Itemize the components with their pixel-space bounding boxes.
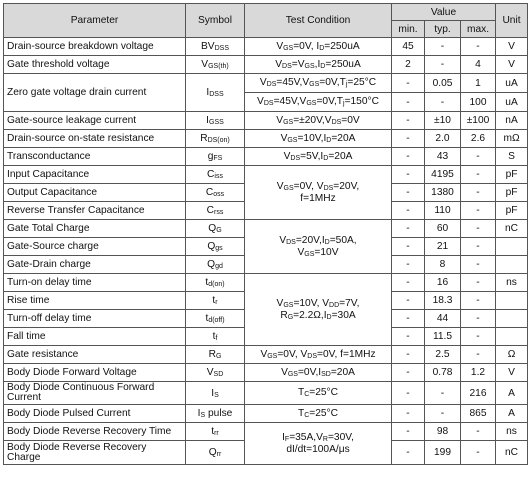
- unit-cell: V: [496, 38, 528, 56]
- parameter-cell: Reverse Transfer Capacitance: [4, 202, 186, 220]
- unit-cell: [496, 292, 528, 310]
- condition-cell: $V_{DS}=45V,V_{GS}=0V,T_j=150^\circ C$: [245, 93, 392, 112]
- symbol-cell: $I_{GSS}$: [186, 112, 245, 130]
- min-cell: -: [392, 346, 425, 364]
- min-cell: -: [392, 382, 425, 405]
- parameter-cell: Fall time: [4, 328, 186, 346]
- condition-cell: $V_{DS}=5V,I_D=20A$: [245, 148, 392, 166]
- typ-cell: 43: [425, 148, 461, 166]
- table-row: [4, 148, 528, 166]
- typ-cell: 2.5: [425, 346, 461, 364]
- typ-cell: -: [425, 93, 461, 112]
- max-cell: -: [461, 38, 496, 56]
- condition-cell: $V_{GS}=10V$, $V_{DD}=7V$, $R_G=2.2\Omega,I_D=30A$: [245, 274, 392, 346]
- symbol-cell: $Q_{gd}$: [186, 256, 245, 274]
- min-cell: -: [392, 274, 425, 292]
- min-cell: -: [392, 441, 425, 465]
- symbol-cell: $BV_{DSS}$: [186, 38, 245, 56]
- symbol-cell: $t_{rr}$: [186, 423, 245, 441]
- typ-cell: 11.5: [425, 328, 461, 346]
- min-cell: -: [392, 220, 425, 238]
- parameter-cell: Gate resistance: [4, 346, 186, 364]
- min-cell: -: [392, 93, 425, 112]
- typ-cell: 44: [425, 310, 461, 328]
- symbol-cell: $Q_{rr}$: [186, 441, 245, 465]
- typ-cell: 199: [425, 441, 461, 465]
- symbol-cell: $R_{DS(on)}$: [186, 130, 245, 148]
- symbol-cell: $C_{oss}$: [186, 184, 245, 202]
- unit-cell: pF: [496, 166, 528, 184]
- symbol-cell: $t_{d(off)}$: [186, 310, 245, 328]
- typ-cell: 2.0: [425, 130, 461, 148]
- parameter-cell: Body Diode Forward Voltage: [4, 364, 186, 382]
- table-row: [4, 130, 528, 148]
- min-cell: -: [392, 292, 425, 310]
- table-row: [4, 423, 528, 441]
- typ-cell: -: [425, 382, 461, 405]
- parameter-cell: Zero gate voltage drain current: [4, 74, 186, 112]
- header-symbol: Symbol: [186, 4, 245, 38]
- min-cell: -: [392, 112, 425, 130]
- max-cell: ±100: [461, 112, 496, 130]
- min-cell: -: [392, 423, 425, 441]
- table-row: [4, 346, 528, 364]
- parameter-cell: Gate Total Charge: [4, 220, 186, 238]
- parameter-cell: Turn-off delay time: [4, 310, 186, 328]
- unit-cell: S: [496, 148, 528, 166]
- max-cell: -: [461, 292, 496, 310]
- typ-cell: -: [425, 405, 461, 423]
- table-row: [4, 166, 528, 184]
- header-parameter: Parameter: [4, 4, 186, 38]
- min-cell: -: [392, 202, 425, 220]
- min-cell: -: [392, 256, 425, 274]
- min-cell: -: [392, 148, 425, 166]
- max-cell: 216: [461, 382, 496, 405]
- header-value: Value: [392, 4, 496, 21]
- symbol-cell: $I_S$: [186, 382, 245, 405]
- unit-cell: ns: [496, 274, 528, 292]
- condition-cell: $V_{DS}=20V,I_D=50A$, $V_{GS}=10V$: [245, 220, 392, 274]
- table-row: [4, 364, 528, 382]
- symbol-cell: $V_{SD}$: [186, 364, 245, 382]
- parameter-cell: Input Capacitance: [4, 166, 186, 184]
- symbol-cell: $t_r$: [186, 292, 245, 310]
- max-cell: 1.2: [461, 364, 496, 382]
- unit-cell: nA: [496, 112, 528, 130]
- parameter-cell: Output Capacitance: [4, 184, 186, 202]
- unit-cell: pF: [496, 184, 528, 202]
- condition-cell: $V_{GS}=0V,I_{SD}=20A$: [245, 364, 392, 382]
- table-row: [4, 220, 528, 238]
- max-cell: -: [461, 166, 496, 184]
- table-row: [4, 112, 528, 130]
- condition-cell: $V_{GS}=0V$, $V_{DS}=20V$, f=1MHz: [245, 166, 392, 220]
- typ-cell: 110: [425, 202, 461, 220]
- symbol-cell: $t_{d(on)}$: [186, 274, 245, 292]
- min-cell: -: [392, 74, 425, 93]
- unit-cell: pF: [496, 202, 528, 220]
- table-row: [4, 382, 528, 405]
- max-cell: -: [461, 441, 496, 465]
- min-cell: -: [392, 238, 425, 256]
- typ-cell: 60: [425, 220, 461, 238]
- max-cell: -: [461, 184, 496, 202]
- max-cell: -: [461, 423, 496, 441]
- max-cell: -: [461, 274, 496, 292]
- parameter-cell: Body Diode Reverse Recovery Time: [4, 423, 186, 441]
- symbol-cell: $C_{iss}$: [186, 166, 245, 184]
- header-row-1: [4, 4, 528, 21]
- table-row: [4, 74, 528, 93]
- parameter-cell: Gate-Drain charge: [4, 256, 186, 274]
- condition-cell: $V_{GS}=10V,I_D=20A$: [245, 130, 392, 148]
- symbol-cell: $R_G$: [186, 346, 245, 364]
- parameter-cell: Drain-source on-state resistance: [4, 130, 186, 148]
- unit-cell: nC: [496, 220, 528, 238]
- header-typ: typ.: [425, 21, 461, 38]
- unit-cell: uA: [496, 74, 528, 93]
- min-cell: -: [392, 310, 425, 328]
- unit-cell: V: [496, 364, 528, 382]
- typ-cell: ±10: [425, 112, 461, 130]
- typ-cell: 16: [425, 274, 461, 292]
- electrical-characteristics-sheet: [3, 3, 528, 465]
- typ-cell: 8: [425, 256, 461, 274]
- min-cell: -: [392, 328, 425, 346]
- parameter-cell: Gate threshold voltage: [4, 56, 186, 74]
- max-cell: 4: [461, 56, 496, 74]
- min-cell: -: [392, 405, 425, 423]
- symbol-cell: $Q_{gs}$: [186, 238, 245, 256]
- parameter-cell: Drain-source breakdown voltage: [4, 38, 186, 56]
- table-row: [4, 274, 528, 292]
- header-min: min.: [392, 21, 425, 38]
- symbol-cell: $I_S$ pulse: [186, 405, 245, 423]
- unit-cell: A: [496, 382, 528, 405]
- typ-cell: -: [425, 56, 461, 74]
- typ-cell: -: [425, 38, 461, 56]
- symbol-cell: $I_{DSS}$: [186, 74, 245, 112]
- typ-cell: 0.05: [425, 74, 461, 93]
- max-cell: -: [461, 310, 496, 328]
- unit-cell: [496, 238, 528, 256]
- header-unit: Unit: [496, 4, 528, 38]
- unit-cell: [496, 310, 528, 328]
- parameter-cell: Transconductance: [4, 148, 186, 166]
- parameter-cell: Rise time: [4, 292, 186, 310]
- max-cell: 865: [461, 405, 496, 423]
- parameter-cell: Gate-Source charge: [4, 238, 186, 256]
- condition-cell: $T_C=25^\circ C$: [245, 405, 392, 423]
- min-cell: 2: [392, 56, 425, 74]
- header-test-condition: Test Condition: [245, 4, 392, 38]
- unit-cell: A: [496, 405, 528, 423]
- typ-cell: 1380: [425, 184, 461, 202]
- typ-cell: 18.3: [425, 292, 461, 310]
- unit-cell: uA: [496, 93, 528, 112]
- symbol-cell: $t_f$: [186, 328, 245, 346]
- header-max: max.: [461, 21, 496, 38]
- unit-cell: [496, 328, 528, 346]
- table-row: [4, 405, 528, 423]
- unit-cell: Ω: [496, 346, 528, 364]
- unit-cell: V: [496, 56, 528, 74]
- unit-cell: [496, 256, 528, 274]
- condition-cell: $V_{DS}=45V,V_{GS}=0V,T_j=25^\circ C$: [245, 74, 392, 93]
- min-cell: -: [392, 184, 425, 202]
- max-cell: -: [461, 238, 496, 256]
- symbol-cell: $V_{GS(th)}$: [186, 56, 245, 74]
- min-cell: 45: [392, 38, 425, 56]
- max-cell: -: [461, 328, 496, 346]
- max-cell: -: [461, 202, 496, 220]
- max-cell: -: [461, 256, 496, 274]
- max-cell: 2.6: [461, 130, 496, 148]
- table-row: [4, 56, 528, 74]
- max-cell: 100: [461, 93, 496, 112]
- condition-cell: $V_{GS}=\pm 20V,V_{DS}=0V$: [245, 112, 392, 130]
- parameter-cell: Turn-on delay time: [4, 274, 186, 292]
- min-cell: -: [392, 130, 425, 148]
- max-cell: -: [461, 346, 496, 364]
- symbol-cell: $Q_G$: [186, 220, 245, 238]
- typ-cell: 4195: [425, 166, 461, 184]
- min-cell: -: [392, 364, 425, 382]
- electrical-characteristics-table: [3, 3, 528, 465]
- max-cell: 1: [461, 74, 496, 93]
- typ-cell: 98: [425, 423, 461, 441]
- typ-cell: 0.78: [425, 364, 461, 382]
- max-cell: -: [461, 148, 496, 166]
- max-cell: -: [461, 220, 496, 238]
- parameter-cell: Body Diode Continuous Forward Current: [4, 382, 186, 405]
- parameter-cell: Body Diode Pulsed Current: [4, 405, 186, 423]
- condition-cell: $V_{GS}=0V$, $V_{DS}=0V$, f=1MHz: [245, 346, 392, 364]
- condition-cell: $V_{GS}=0V$, $I_D=250uA$: [245, 38, 392, 56]
- typ-cell: 21: [425, 238, 461, 256]
- parameter-cell: Body Diode Reverse Recovery Charge: [4, 441, 186, 465]
- condition-cell: $I_F=35A,V_R=30V$, dI/dt=100A/μs: [245, 423, 392, 465]
- unit-cell: ns: [496, 423, 528, 441]
- symbol-cell: $g_{FS}$: [186, 148, 245, 166]
- unit-cell: mΩ: [496, 130, 528, 148]
- unit-cell: nC: [496, 441, 528, 465]
- table-row: [4, 38, 528, 56]
- min-cell: -: [392, 166, 425, 184]
- condition-cell: $V_{DS}=V_{GS},I_D=250uA$: [245, 56, 392, 74]
- parameter-cell: Gate-source leakage current: [4, 112, 186, 130]
- symbol-cell: $C_{rss}$: [186, 202, 245, 220]
- condition-cell: $T_C=25^\circ C$: [245, 382, 392, 405]
